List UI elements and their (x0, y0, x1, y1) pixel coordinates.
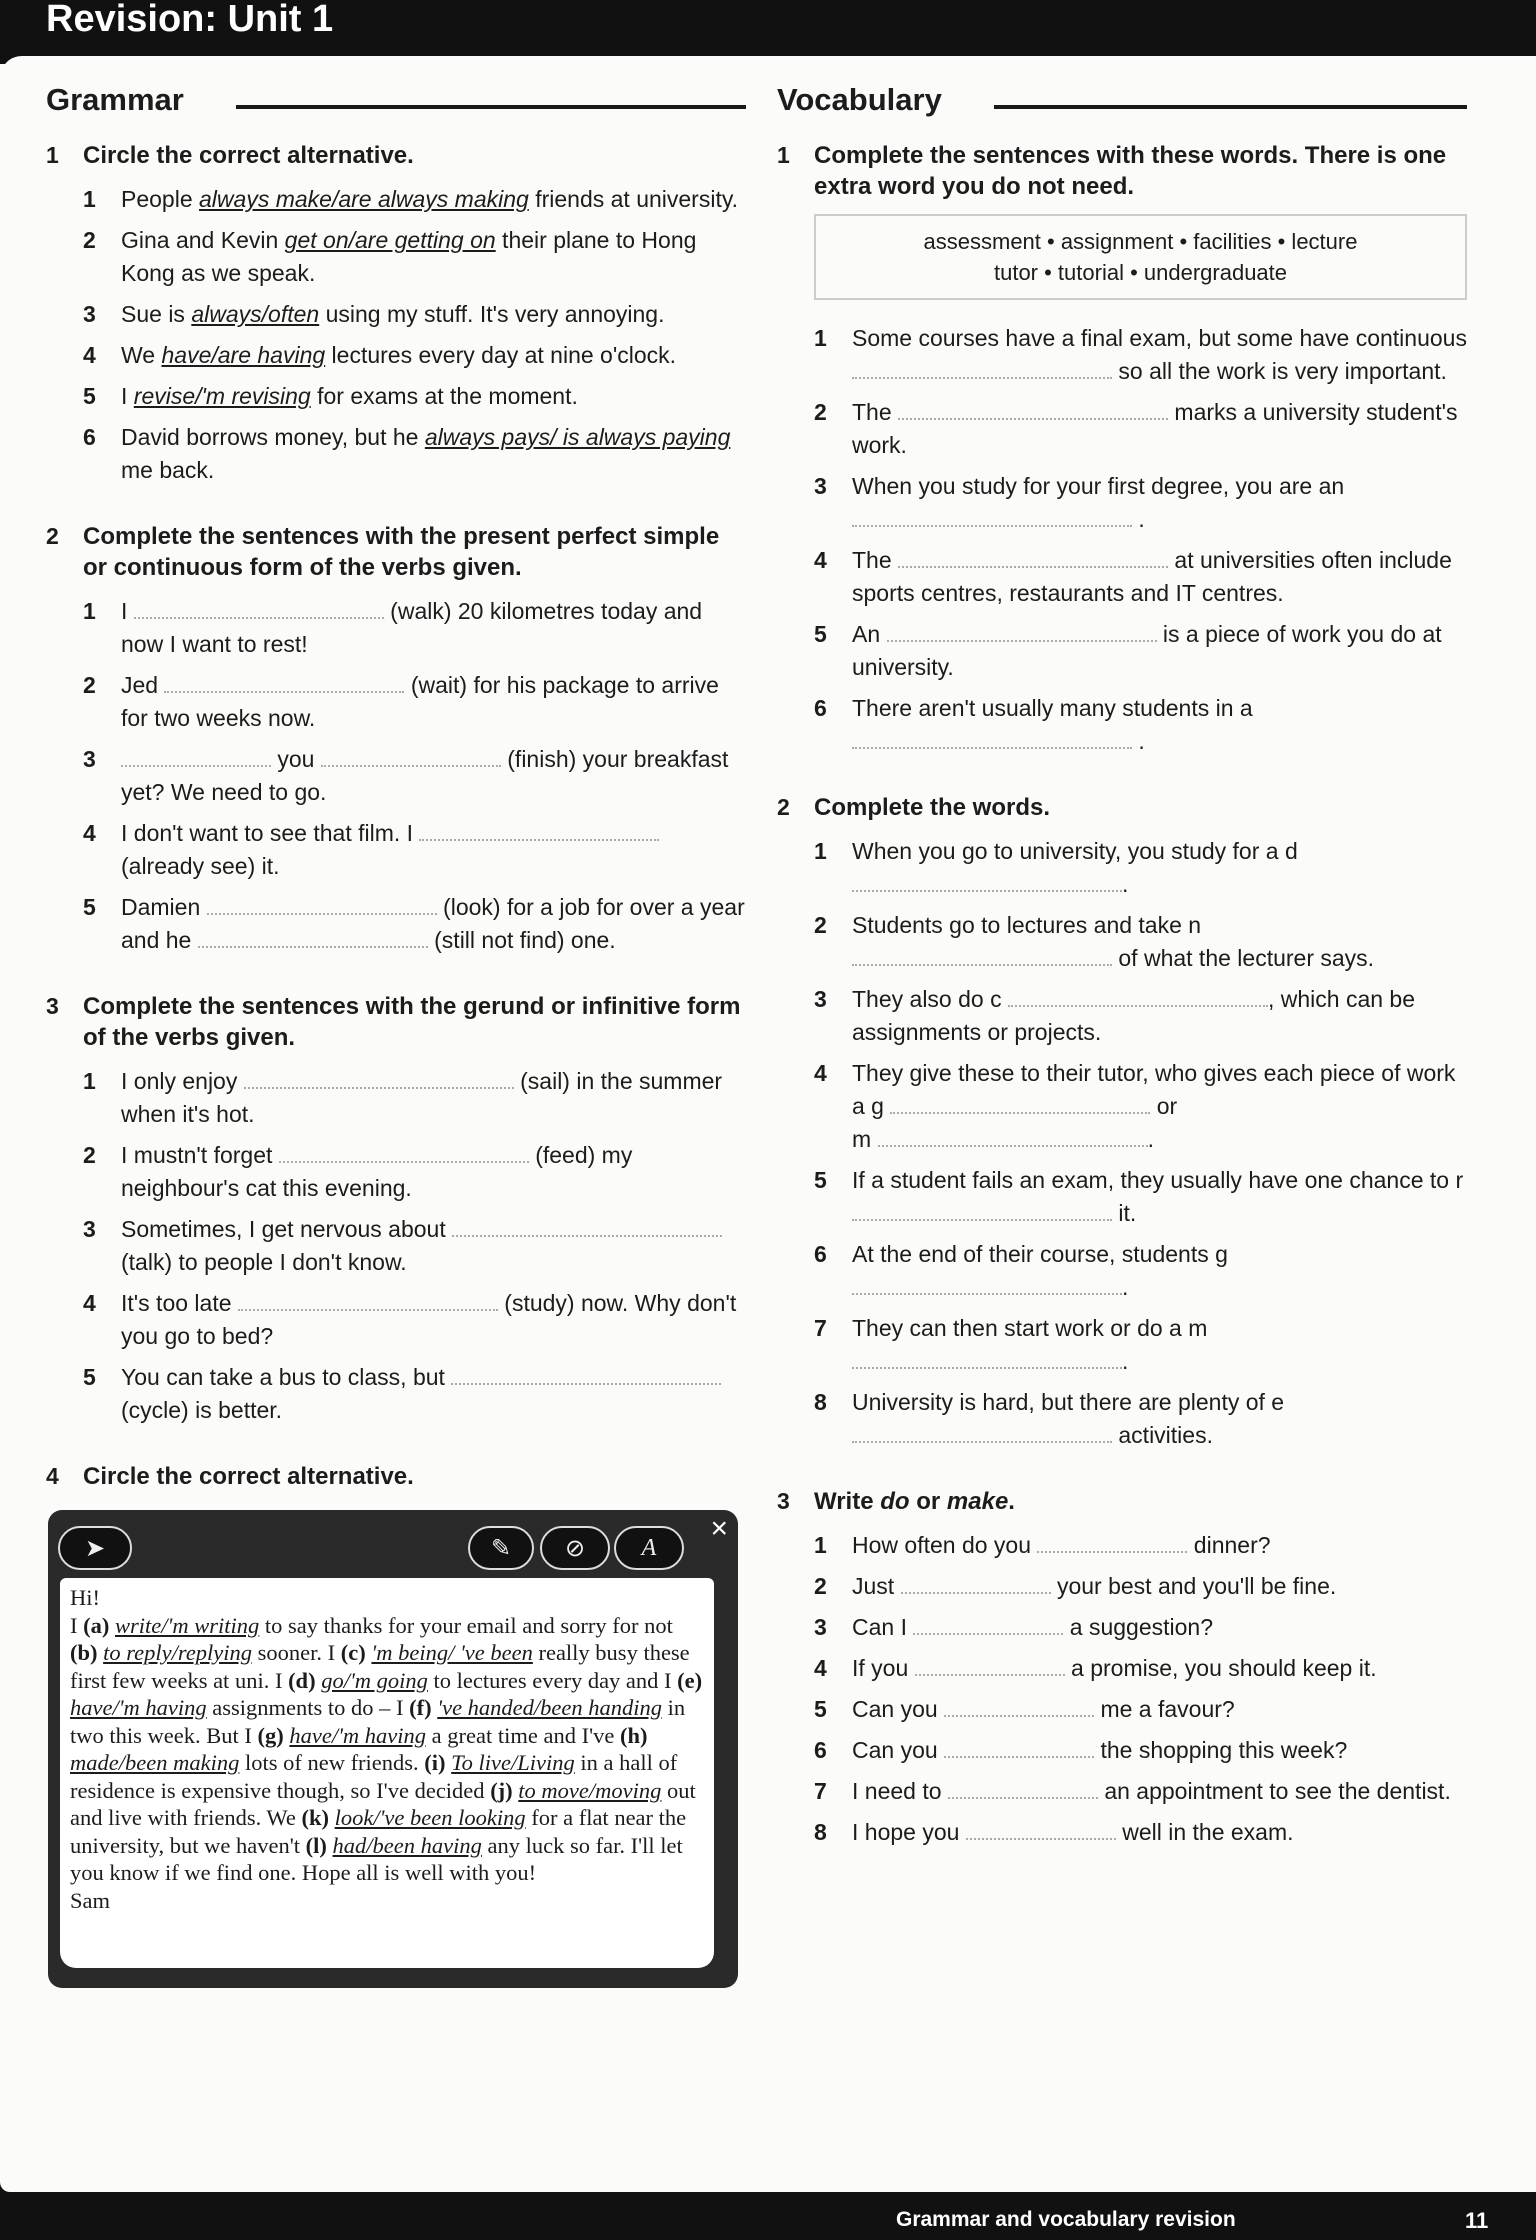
answer-gap[interactable] (852, 505, 1132, 527)
answer-gap[interactable] (238, 1289, 498, 1311)
answer-gap[interactable] (948, 1777, 1098, 1799)
exercise-item: 5 Damien (look) for a job for over a year and he (still not find) one. (83, 894, 745, 953)
alternative-option[interactable]: to move/moving (518, 1777, 662, 1803)
answer-gap[interactable] (852, 944, 1112, 966)
answer-gap[interactable] (901, 1572, 1051, 1594)
vocabulary-exercise-2: 2 Complete the words. 1 When you go to university, you study for a d. 2 Students go to lectures and take n of what the lecturer says. 3 They also do c , which can be assignments or projects. 4 They give these to their tutor, who gives each piece of work a g or m . 5 If a student fails an exam, they usually have one chance to r it. 6 At the end of their course, students g . 7 They can then start work or do a m . 8 University is hard, but there are plenty of e activities. (777, 792, 1467, 1452)
answer-gap[interactable] (121, 745, 271, 767)
answer-gap[interactable] (852, 1347, 1122, 1369)
answer-gap[interactable] (207, 893, 437, 915)
email-signoff: Sam (70, 1887, 111, 1913)
attach-button[interactable] (540, 1526, 610, 1570)
vocabulary-column (777, 82, 1467, 1857)
answer-gap[interactable] (852, 870, 1122, 892)
alternative-option[interactable]: have/'m having (289, 1722, 427, 1748)
vocabulary-heading (777, 82, 1467, 118)
alternative-option[interactable]: 've handed/been handing (437, 1695, 663, 1720)
answer-gap[interactable] (852, 1273, 1122, 1295)
answer-gap[interactable] (966, 1818, 1116, 1840)
gap-letter: (i) (424, 1750, 446, 1775)
alternative-option[interactable]: made/been making (70, 1750, 240, 1775)
vocabulary-title: Vocabulary (777, 82, 942, 117)
gap-letter: (k) (301, 1805, 329, 1830)
answer-gap[interactable] (944, 1736, 1094, 1758)
alternative-option[interactable]: have/'m having (70, 1695, 207, 1720)
alternative-option[interactable]: always pays/ is always paying (424, 424, 731, 450)
exercise-item: 2 I mustn't forget (feed) my neighbour's cat this evening. (83, 1142, 633, 1201)
answer-gap[interactable] (913, 1613, 1063, 1635)
answer-gap[interactable] (1008, 985, 1268, 1007)
grammar-exercise-2: 2 Complete the sentences with the present perfect simple or continuous form of the verbs given. 1 I (walk) 20 kilometres today and now I want to rest! 2 Jed (wait) for his package to arrive for two weeks now. 3 you (finish) your breakfast yet? We need to go. 4 I don't want to see that film. I (already see) it. 5 Damien (look) for a job for over a year and he (still not find) one. (46, 521, 746, 957)
exercise-item: 6 At the end of their course, students g . (814, 1241, 1228, 1300)
answer-gap[interactable] (887, 620, 1157, 642)
gap-letter: (c) (340, 1640, 366, 1665)
page-footer (0, 2182, 1536, 2240)
exercise-item: 6 Can you the shopping this week? (814, 1737, 1348, 1763)
exercise-item: 4 We have/are having lectures every day at nine o'clock. (83, 342, 677, 368)
exercise-instruction: Complete the sentences with the present perfect simple or continuous form of the verbs given. (83, 523, 720, 581)
gap-letter: (g) (257, 1722, 284, 1748)
alternative-option[interactable]: have/are having (161, 342, 326, 368)
grammar-column (46, 82, 746, 1988)
answer-gap[interactable] (1037, 1531, 1187, 1553)
exercise-instruction: Complete the words. (814, 794, 1051, 821)
exercise-item: 1 I (walk) 20 kilometres today and now I want to rest! (83, 598, 703, 657)
exercise-instruction: Write do or make. (814, 1488, 1015, 1515)
gap-letter: (a) (83, 1612, 110, 1638)
exercise-item: 3 Sue is always/often using my stuff. It's very annoying. (83, 301, 665, 327)
answer-gap[interactable] (878, 1125, 1148, 1147)
answer-gap[interactable] (915, 1654, 1065, 1676)
word-box: assessment • assignment • facilities • lecture tutor • tutorial • undergraduate (814, 214, 1467, 300)
alternative-option[interactable]: go/'m going (321, 1667, 428, 1693)
email-body (60, 1578, 714, 1968)
heading-rule (236, 105, 746, 109)
grammar-exercise-3: 3 Complete the sentences with the gerund or infinitive form of the verbs given. 1 I only enjoy (sail) in the summer when it's hot. 2 I mustn't forget (feed) my neighbour's cat this evening. 3 Sometimes, I get nervous about (talk) to people I don't know. 4 It's too late (study) now. Why don't you go to bed? 5 You can take a bus to class, but (cycle) is better. (46, 991, 746, 1427)
heading-rule (994, 105, 1467, 109)
answer-gap[interactable] (852, 357, 1112, 379)
vocabulary-exercise-1: 1 Complete the sentences with these words. There is one extra word you do not need. assessment • assignment • facilities • lecture tutor • tutorial • undergraduate 1 Some courses have a final exam, but some have continuous so all the work is very important. 2 The marks a university student's work. 3 When you study for your first degree, you are an . 4 The at universities often include sports centres, restaurants and IT centres. 5 An is a piece of work you do at university. 6 There aren't usually many students in a . (777, 140, 1467, 758)
alternative-option[interactable]: get on/are getting on (284, 227, 496, 253)
answer-gap[interactable] (321, 745, 501, 767)
email-window (48, 1510, 738, 1988)
vocabulary-exercise-3: 3 Write do or make. 1 How often do you dinner? 2 Just your best and you'll be fine. 3 Can I a suggestion? 4 If you a promise, you should keep it. 5 Can you me a favour? 6 Can you the shopping this week? 7 I need to an appointment to see the dentist. 8 I hope you well in the exam. (777, 1486, 1467, 1849)
answer-gap[interactable] (898, 398, 1168, 420)
gap-letter: (h) (619, 1722, 648, 1748)
exercise-item: 3 When you study for your first degree, you are an . (814, 473, 1345, 532)
exercise-item: 1 How often do you dinner? (814, 1532, 1271, 1558)
exercise-item: 8 University is hard, but there are plenty of e activities. (814, 1389, 1285, 1448)
alternative-option[interactable]: write/'m writing (115, 1612, 260, 1638)
exercise-item: 1 People always make/are always making friends at university. (83, 186, 739, 212)
grammar-exercise-1: 1 Circle the correct alternative. 1 People always make/are always making friends at university. 2 Gina and Kevin get on/are getting on their plane to Hong Kong as we speak. 3 Sue is always/often using my stuff. It's very annoying. 4 We have/are having lectures every day at nine o'clock. 5 I revise/'m revising for exams at the moment. 6 David borrows money, but he always pays/ is always paying me back. (46, 140, 746, 487)
page-number: 11 (1465, 2208, 1489, 2233)
exercise-instruction: Complete the sentences with the gerund or infinitive form of the verbs given. (83, 993, 741, 1051)
grammar-heading (46, 82, 746, 118)
grammar-title: Grammar (46, 82, 184, 117)
exercise-instruction: Circle the correct alternative. (83, 142, 414, 169)
answer-gap[interactable] (890, 1092, 1150, 1114)
alternative-option[interactable]: look/'ve been looking (334, 1805, 526, 1830)
answer-gap[interactable] (944, 1695, 1094, 1717)
footer-section-title: Grammar and vocabulary revision (896, 2208, 1236, 2231)
close-icon[interactable]: × (710, 1512, 728, 1545)
exercise-item: 7 I need to an appointment to see the dentist. (814, 1778, 1451, 1804)
exercise-item: 7 They can then start work or do a m . (814, 1315, 1208, 1374)
exercise-item: 1 Some courses have a final exam, but some have continuous so all the work is very important. (814, 325, 1467, 384)
exercise-item: 6 There aren't usually many students in a . (814, 695, 1253, 754)
alternative-option[interactable]: always/often (191, 301, 320, 327)
gap-letter: (b) (70, 1640, 98, 1665)
answer-gap[interactable] (451, 1363, 721, 1385)
answer-gap[interactable] (279, 1141, 529, 1163)
gap-letter: (l) (305, 1832, 327, 1858)
alternative-option[interactable]: To live/Living (451, 1750, 575, 1775)
alternative-option[interactable]: revise/'m revising (133, 383, 311, 409)
exercise-item: 5 You can take a bus to class, but (cycle) is better. (83, 1361, 746, 1427)
exercise-item: 3 Sometimes, I get nervous about (talk) to people I don't know. (83, 1213, 746, 1279)
exercise-item: 4 They give these to their tutor, who gives each piece of work a g or m . (814, 1060, 1456, 1152)
paperclip-icon: ⊘ (564, 1534, 586, 1562)
exercise-item: 5 I revise/'m revising for exams at the moment. (83, 383, 578, 409)
answer-gap[interactable] (452, 1215, 722, 1237)
answer-gap[interactable] (852, 727, 1132, 749)
exercise-item: 6 David borrows money, but he always pays/ is always paying me back. (83, 424, 731, 483)
exercise-item: 2 Gina and Kevin get on/are getting on their plane to Hong Kong as we speak. (83, 227, 697, 286)
exercise-item: 5 If a student fails an exam, they usually have one chance to r it. (814, 1167, 1464, 1226)
exercise-item: 3 They also do c , which can be assignments or projects. (814, 986, 1416, 1045)
send-icon: ➤ (84, 1534, 106, 1562)
exercise-item: 4 The at universities often include sports centres, restaurants and IT centres. (814, 547, 1452, 606)
gap-letter: (e) (677, 1667, 703, 1693)
exercise-item: 2 Jed (wait) for his package to arrive for two weeks now. (83, 672, 719, 731)
answer-gap[interactable] (852, 1199, 1112, 1221)
answer-gap[interactable] (898, 546, 1168, 568)
exercise-item: 4 If you a promise, you should keep it. (814, 1655, 1377, 1681)
answer-gap[interactable] (198, 926, 428, 948)
send-button[interactable] (58, 1526, 132, 1570)
answer-gap[interactable] (419, 819, 659, 841)
exercise-item: 5 An is a piece of work you do at university. (814, 621, 1442, 680)
page-title: Revision: Unit 1 (46, 0, 334, 40)
exercise-item: 1 When you go to university, you study for a d. (814, 838, 1298, 897)
font-button[interactable] (614, 1526, 684, 1570)
email-text: I (a) write/'m writing to say thanks for your email and sorry for not (b) to reply/replying sooner. I (c) 'm being/ 've been really busy these first few weeks at uni. I (d) go/'m going to lectures every day and I (e) have/'m having assignments to do – I (f) 've handed/been handing in two this week. But I (g) have/'m having a great time and I've (h) made/been making lots of new friends. (i) To live/Living in a hall of residence is expensive though, so I've decided (j) to move/moving out and live with friends. We (k) look/'ve been looking for a flat near the university, but we haven't (l) had/been having any luck so far. I'll let you know if we find one. Hope all is well with you! (70, 1612, 703, 1885)
answer-gap[interactable] (852, 1421, 1112, 1443)
answer-gap[interactable] (244, 1067, 514, 1089)
exercise-item: 2 Just your best and you'll be fine. (814, 1573, 1337, 1599)
alternative-option[interactable]: to reply/replying (103, 1640, 253, 1665)
exercise-item: 3 you (finish) your breakfast yet? We need to go. (83, 746, 729, 805)
alternative-option[interactable]: had/been having (332, 1832, 482, 1858)
exercise-item: 2 Students go to lectures and take n of what the lecturer says. (814, 912, 1375, 971)
answer-gap[interactable] (164, 671, 404, 693)
alternative-option[interactable]: always make/are always making (199, 186, 529, 212)
edit-button[interactable] (468, 1526, 534, 1570)
exercise-item: 5 Can you me a favour? (814, 1696, 1235, 1722)
grammar-exercise-4: 4 Circle the correct alternative. ➤ ✎ ⊘ A × Hi! I (a) write/'m writing to say thanks for your email and sorry for not (b) to reply/replying sooner. I (c) 'm being/ 've been really busy these first few weeks at uni. I (d) go/'m going to lectures every day and I (e) have/'m having assignments to do – I (f) 've handed/been handing in two this week. But I (g) have/'m having a great time and I've (h) made/been making lots of new friends. (i) To live/Living in a hall of residence is expensive though, so I've decided (j) to move/moving out and live with friends. We (k) look/'ve been looking for a flat near the university, but we haven't (l) had/been having any luck so far. I'll let you know if we find one. Hope all is well with you! Sam (46, 1461, 746, 1988)
exercise-instruction: Circle the correct alternative. (83, 1463, 414, 1490)
email-greeting: Hi! (70, 1585, 100, 1610)
exercise-instruction: Complete the sentences with these words. There is one extra word you do not need. (814, 142, 1447, 200)
exercise-item: 4 I don't want to see that film. I (already see) it. (83, 817, 746, 883)
edit-icon: ✎ (490, 1534, 512, 1562)
exercise-item: 2 The marks a university student's work. (814, 399, 1458, 458)
exercise-item: 1 I only enjoy (sail) in the summer when it's hot. (83, 1068, 723, 1127)
exercise-item: 3 Can I a suggestion? (814, 1614, 1213, 1640)
exercise-item: 8 I hope you well in the exam. (814, 1819, 1294, 1845)
alternative-option[interactable]: 'm being/ 've been (371, 1640, 533, 1665)
gap-letter: (f) (409, 1695, 432, 1720)
page-header (0, 0, 1536, 64)
gap-letter: (d) (288, 1667, 316, 1693)
font-icon: A (641, 1534, 657, 1561)
answer-gap[interactable] (134, 597, 384, 619)
exercise-item: 4 It's too late (study) now. Why don't you go to bed? (83, 1290, 737, 1349)
gap-letter: (j) (490, 1777, 513, 1803)
